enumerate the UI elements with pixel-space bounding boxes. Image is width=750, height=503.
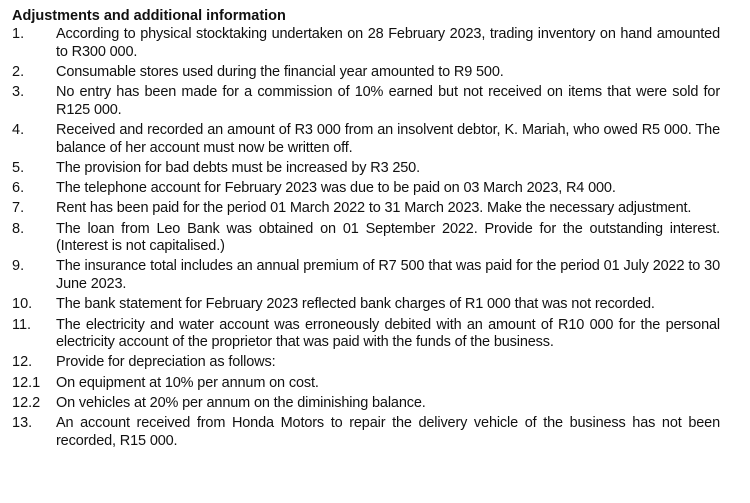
section-heading: Adjustments and additional information (12, 8, 286, 24)
item-text: The provision for bad debts must be increased by R3 250. (56, 159, 420, 176)
item-number: 5. (12, 159, 25, 176)
item-number: 2. (12, 63, 25, 80)
item-text: On vehicles at 20% per annum on the diminishing balance. (56, 394, 426, 411)
list-item (12, 395, 720, 413)
item-number: 11. (12, 316, 32, 333)
list-item (12, 296, 720, 314)
item-text: On equipment at 10% per annum on cost. (56, 374, 319, 391)
list-item (12, 200, 720, 218)
item-text: An account received from Honda Motors to repair the delivery vehicle of the business has not been recorded, R15 000. (56, 415, 720, 449)
item-number: 4. (12, 122, 25, 139)
item-text: Consumable stores used during the financial year amounted to R9 500. (56, 63, 504, 80)
item-number: 6. (12, 180, 25, 197)
item-text: No entry has been made for a commission of 10% earned but not received on items that were sold for R125 000. (56, 84, 720, 118)
list-item (12, 317, 720, 352)
item-number: 13. (12, 415, 33, 432)
item-text: The insurance total includes an annual premium of R7 500 that was paid for the period 01 July 2022 to 30 June 2023. (56, 258, 720, 293)
item-number: 10. (12, 296, 33, 313)
list-item (12, 354, 720, 372)
list-item (12, 258, 720, 293)
list-item (12, 84, 720, 119)
list-item (12, 122, 720, 157)
item-number: 3. (12, 84, 25, 101)
list-item (12, 64, 720, 82)
item-number: 7. (12, 200, 25, 217)
item-number: 8. (12, 220, 25, 237)
item-text: The electricity and water account was erroneously debited with an amount of R10 000 for the personal electricity account of the proprietor that was paid with the funds of the business. (56, 316, 720, 351)
list-item (12, 180, 720, 198)
item-number: 9. (12, 258, 25, 275)
item-number: 12.1 (12, 374, 41, 391)
item-number: 12. (12, 354, 33, 371)
item-text: According to physical stocktaking undertaken on 28 February 2023, trading inventory on hand amounted to R300 000. (56, 26, 720, 60)
item-text: Received and recorded an amount of R3 000 from an insolvent debtor, K. Mariah, who owed R5 000. The balance of her account must now be written off. (56, 122, 720, 156)
list-item (12, 375, 720, 393)
item-text: Provide for depreciation as follows: (56, 354, 276, 371)
item-number: 1. (12, 26, 25, 42)
item-text: The bank statement for February 2023 reflected bank charges of R1 000 that was not recorded. (56, 296, 655, 313)
list-item (12, 415, 720, 450)
list-item (12, 160, 720, 178)
list-item (12, 221, 720, 256)
item-text: The loan from Leo Bank was obtained on 01 September 2022. Provide for the outstanding interest. (Interest is not capitalised.) (56, 220, 720, 255)
list-item (12, 26, 720, 61)
item-text: Rent has been paid for the period 01 March 2022 to 31 March 2023. Make the necessary adjustment. (56, 200, 692, 217)
item-number: 12.2 (12, 394, 41, 411)
item-text: The telephone account for February 2023 was due to be paid on 03 March 2023, R4 000. (56, 180, 616, 197)
